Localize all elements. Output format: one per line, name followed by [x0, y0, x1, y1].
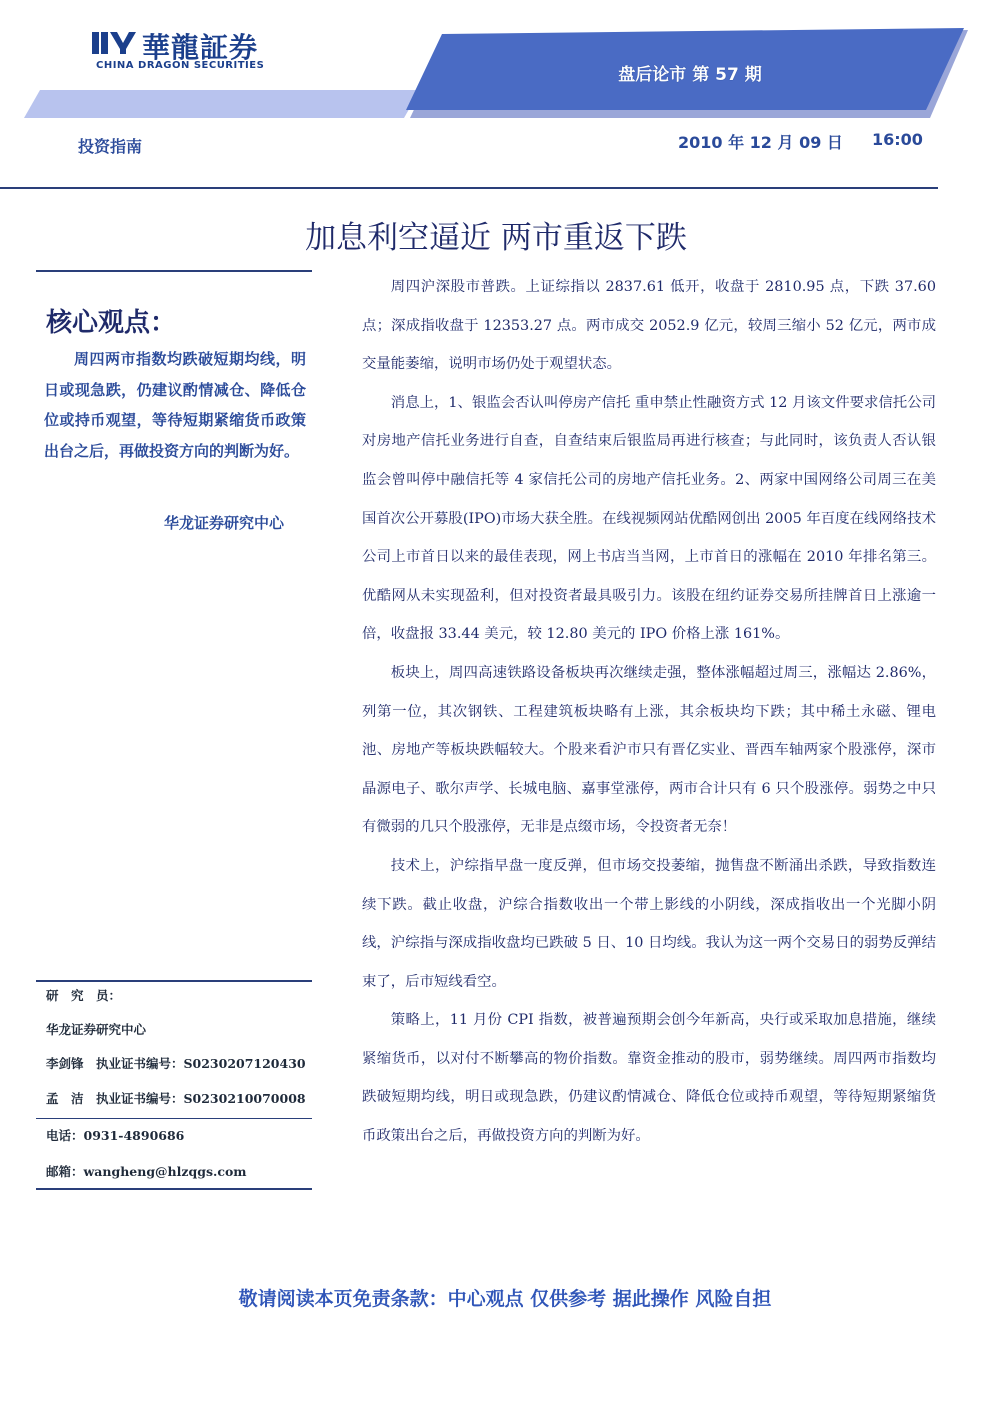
article-paragraph-market: 周四沪深股市普跌。上证综指以 2837.61 低开，收盘于 2810.95 点，下跌 37.60 点；深成指收盘于 12353.27 点。两市成交 2052.9 亿元，较周三缩小 52 亿元，两市成交量能萎缩，说明市场仍处于观望状态。: [362, 279, 936, 373]
researcher-divider: [36, 1118, 312, 1119]
researcher-info: [36, 980, 312, 1190]
core-view-body: 周四两市指数均跌破短期均线，明日或现急跌，仍建议酌情减仓、降低仓位或持币观望，等待短期紧缩货币政策出台之后，再做投资方向的判断为好。: [44, 350, 306, 460]
report-date: 2010 年 12 月 09 日: [678, 133, 843, 152]
article-paragraph-technical: 技术上，沪综指早盘一度反弹，但市场交投萎缩，抛售盘不断涌出杀跌，导致指数连续下跌。截止收盘，沪综合指数收出一个带上影线的小阴线，深成指收出一个光脚小阴线，沪综指与深成指收盘均已跌破 5 日、10 日均线。我认为这一两个交易日的弱势反弹结束了，后市短线看空。: [362, 857, 936, 990]
disclaimer-footer: 敬请阅读本页免责条款：中心观点 仅供参考 据此操作 风险自担: [238, 1288, 772, 1310]
analyst-1: 李剑锋 执业证书编号：S0230207120430: [46, 1056, 306, 1071]
logo-english-text: CHINA DRAGON SECURITIES: [96, 60, 265, 71]
left-column-divider: [36, 270, 312, 272]
research-center-name: 华龙证券研究中心: [164, 514, 285, 532]
banner-title: 盘后论市 第 57 期: [618, 65, 762, 85]
header-band-light: [24, 90, 420, 118]
article-paragraph-news: 消息上，1、银监会否认叫停房产信托 重申禁止性融资方式 12 月该文件要求信托公司对房地产信托业务进行自查，自查结束后银监局再进行核查；与此同时，该负责人否认银监会曾叫停中融信托等 4 家信托公司的房地产信托业务。2、两家中国网络公司周三在美国首次公开募股(IPO)市场大获全胜。在线视频网站优酷网创出 2005 年百度在线网络技术公司上市首日以来的最佳表现，网上书店当当网，上市首日的涨幅在 2010 年排名第三。优酷网从未实现盈利，但对投资者最具吸引力。该股在纽约证券交易所挂牌首日上涨逾一倍，收盘报 33.44 美元，较 12.80 美元的 IPO 价格上涨 161%。: [362, 394, 936, 643]
article-paragraph-sectors: 板块上，周四高速铁路设备板块再次继续走强，整体涨幅超过周三，涨幅达 2.86%，列第一位，其次钢铁、工程建筑板块略有上涨，其余板块均下跌；其中稀土永磁、锂电池、房地产等板块跌幅较大。个股来看沪市只有晋亿实业、晋西车轴两家个股涨停，深市晶源电子、歌尔声学、长城电脑、嘉事堂涨停，两市合计只有 6 只个股涨停。弱势之中只有微弱的几只个股涨停，无非是点缀市场，令投资者无奈！: [362, 664, 936, 836]
core-view-heading: 核心观点：: [46, 308, 177, 338]
researcher-org: 华龙证券研究中心: [46, 1022, 147, 1037]
researcher-bottom-rule: [36, 1188, 312, 1190]
logo-chinese-text: 華龍証券: [142, 31, 259, 64]
company-logo: [92, 26, 292, 74]
article-paragraph-strategy: 策略上，11 月份 CPI 指数，被普遍预期会创今年新高，央行或采取加息措施，继续紧缩货币，以对付不断攀高的物价指数。靠资金推动的股市，弱势继续。周四两市指数均跌破短期均线，明日或现急跌，仍建议酌情减仓、降低仓位或持币观望，等待短期紧缩货币政策出台之后，再做投资方向的判断为好。: [362, 1012, 936, 1145]
contact-email: 邮箱：wangheng@hlzqgs.com: [46, 1164, 247, 1179]
contact-phone: 电话：0931-4890686: [46, 1128, 185, 1143]
researcher-label: 研 究 员：: [46, 988, 122, 1003]
report-time: 16:00: [872, 130, 923, 149]
article-body: [362, 268, 936, 1156]
researcher-top-rule: [36, 980, 312, 982]
logo-mark-icon: [92, 30, 138, 56]
page-title: 加息利空逼近 两市重返下跌: [305, 220, 687, 256]
section-label: 投资指南: [78, 137, 143, 156]
header-divider: [0, 187, 938, 189]
analyst-2: 孟 洁 执业证书编号：S0230210070008: [46, 1091, 306, 1106]
